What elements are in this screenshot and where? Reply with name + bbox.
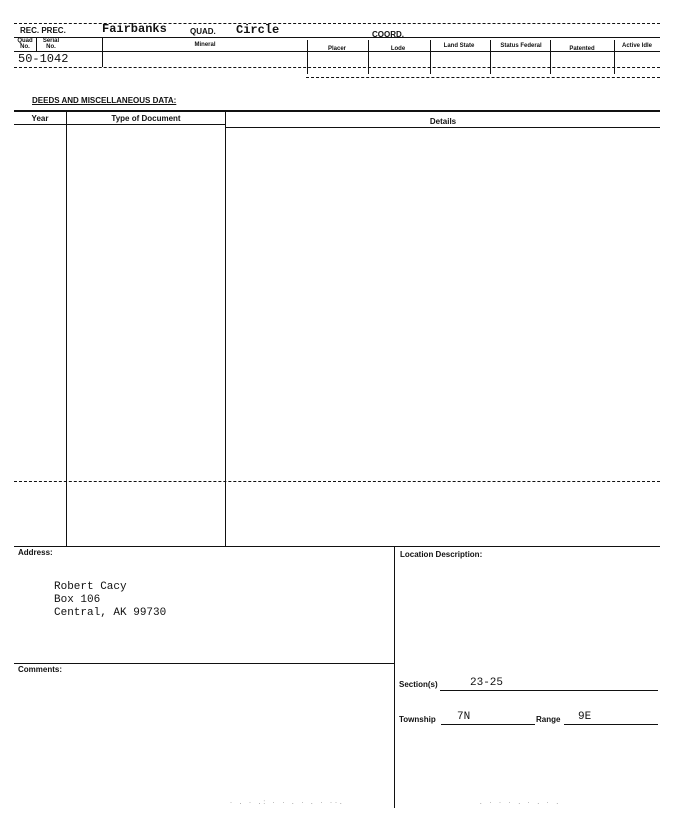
col-lode: Lode xyxy=(390,46,406,52)
deeds-col-type: Type of Document xyxy=(111,114,181,123)
col-active-idle: Active Idle xyxy=(621,43,652,49)
col-divider xyxy=(368,40,369,74)
bottom-center-divider xyxy=(394,546,395,808)
col-status-federal: Status Federal xyxy=(500,43,542,49)
range-label: Range xyxy=(536,715,561,724)
location-description-label: Location Description: xyxy=(400,550,483,559)
deeds-header-rule-left xyxy=(14,124,226,125)
deeds-col-details: Details xyxy=(429,117,457,126)
township-value: 7N xyxy=(457,711,471,723)
township-underline xyxy=(441,724,535,725)
range-underline xyxy=(564,724,658,725)
col-divider xyxy=(307,40,308,74)
rec-prec-label: REC. PREC. xyxy=(20,26,66,35)
col-mineral: Mineral xyxy=(194,42,216,48)
col-divider xyxy=(490,40,491,74)
header-dashed-rule-right xyxy=(306,77,660,78)
sections-value: 23-25 xyxy=(470,677,504,689)
address-block xyxy=(54,581,166,620)
record-number: 50-1042 xyxy=(18,52,69,66)
address-line-2: Box 106 xyxy=(54,594,101,606)
deeds-col-year: Year xyxy=(31,114,49,123)
address-top-rule xyxy=(14,546,660,547)
township-label: Township xyxy=(399,715,436,724)
rec-prec-value: Fairbanks xyxy=(102,22,167,36)
coord-label: COORD. xyxy=(372,30,404,39)
col-placer: Placer xyxy=(327,46,346,52)
deeds-header-rule-right xyxy=(226,127,660,128)
address-line-1: Robert Cacy xyxy=(54,581,127,593)
col-divider xyxy=(614,40,615,74)
col-divider xyxy=(102,37,103,67)
col-divider xyxy=(430,40,431,74)
col-land-state: Land State xyxy=(443,43,475,49)
comments-label: Comments: xyxy=(18,665,63,674)
deeds-title: DEEDS AND MISCELLANEOUS DATA: xyxy=(32,96,177,105)
comments-top-rule xyxy=(14,663,394,664)
address-label: Address: xyxy=(18,548,53,557)
address-line-3: Central, AK 99730 xyxy=(54,607,167,619)
col-patented: Patented xyxy=(569,46,595,52)
col-quad-no: Quad No. xyxy=(17,38,33,50)
header-rule xyxy=(14,37,660,38)
header-dashed-rule xyxy=(14,67,660,68)
quad-label: QUAD. xyxy=(190,27,216,36)
deeds-dashed-rule xyxy=(14,481,660,482)
header-row-rule xyxy=(14,51,660,52)
col-divider xyxy=(550,40,551,74)
deeds-top-rule xyxy=(14,110,660,112)
scan-speckle: . · · · . · . · . xyxy=(480,800,561,806)
scan-speckle: · . · .: · · . · . · ··. xyxy=(230,800,345,806)
sections-label: Section(s) xyxy=(399,680,438,689)
col-divider xyxy=(36,37,37,51)
sections-underline xyxy=(440,690,658,691)
range-value: 9E xyxy=(578,711,592,723)
col-serial-no: Serial No. xyxy=(42,38,60,50)
quad-value: Circle xyxy=(236,23,280,37)
